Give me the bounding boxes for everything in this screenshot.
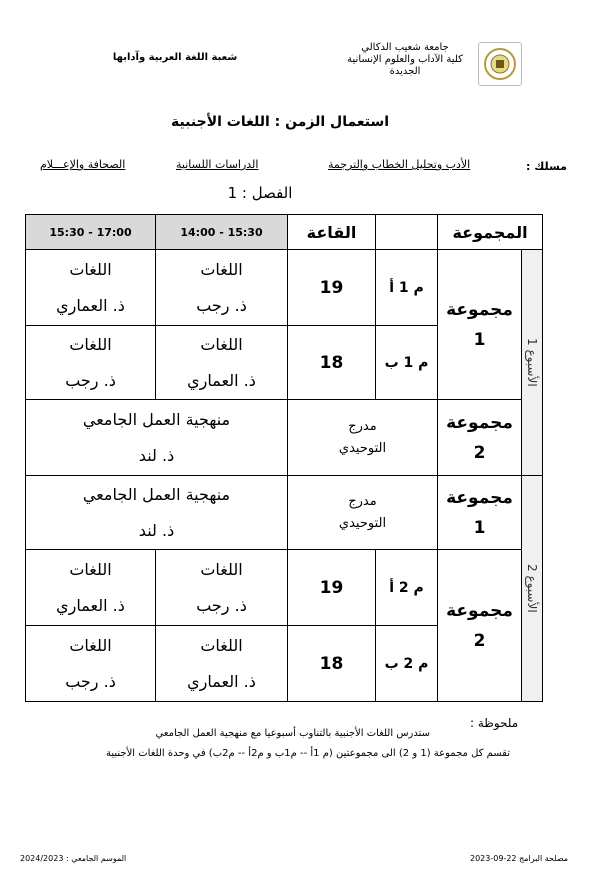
programs-service-date: مصلحة البرامج 22-09-2023 bbox=[470, 854, 569, 863]
university-name: جامعة شعيب الدكالي كلية الآداب والعلوم الإنسانية الجديدة bbox=[347, 42, 463, 77]
track-literature: الأدب وتحليل الخطاب والترجمة bbox=[328, 158, 471, 171]
university-logo bbox=[478, 42, 522, 86]
subgroup-label: م 1 ب bbox=[376, 326, 438, 400]
subgroup-label: م 2 ب bbox=[376, 626, 438, 702]
room-number: 18 bbox=[288, 326, 376, 400]
cell-w2g2a-slot1: اللغات ذ. رجب bbox=[156, 550, 288, 626]
academic-year: الموسم الجامعي : 2024/2023 bbox=[20, 854, 127, 863]
group-label: مجموعة 1 bbox=[438, 476, 522, 550]
week-label: الأسبوع 2 bbox=[522, 476, 543, 702]
header-empty bbox=[376, 215, 438, 250]
cell-w2g2b-slot2: اللغات ذ. رجب bbox=[26, 626, 156, 702]
hall-name: مدرج التوحيدي bbox=[288, 476, 438, 550]
semester-label: الفصل : 1 bbox=[227, 184, 293, 202]
cell-w2g2b-slot1: اللغات ذ. العماري bbox=[156, 626, 288, 702]
room-number: 19 bbox=[288, 250, 376, 326]
cell-w1g1b-slot1: اللغات ذ. العماري bbox=[156, 326, 288, 400]
group-label: مجموعة 1 bbox=[438, 250, 522, 400]
table-row bbox=[26, 400, 543, 476]
department-name: شعبة اللغة العربية وآدابها bbox=[112, 52, 238, 63]
subgroup-label: م 2 أ bbox=[376, 550, 438, 626]
cell-w1g1b-slot2: اللغات ذ. رجب bbox=[26, 326, 156, 400]
room-number: 19 bbox=[288, 550, 376, 626]
table-header-row bbox=[26, 215, 543, 250]
note-line-2: تقسم كل مجموعة (1 و 2) الى مجموعتين (م 1أ -- م1ب و م2أ -- م2ب) في وحدة اللغات الأجنبية bbox=[105, 748, 510, 759]
room-number: 18 bbox=[288, 626, 376, 702]
header-group: المجموعة bbox=[438, 215, 543, 250]
cell-w1g1a-slot2: اللغات ذ. العماري bbox=[26, 250, 156, 326]
page-title: استعمال الزمن : اللغات الأجنبية bbox=[170, 114, 390, 130]
header-slot1: 14:00 - 15:30 bbox=[156, 215, 288, 250]
table-row bbox=[26, 250, 543, 326]
header-room: القاعة bbox=[288, 215, 376, 250]
group-label: مجموعة 2 bbox=[438, 550, 522, 702]
cell-w1g2-course: منهجية العمل الجامعي ذ. لند bbox=[26, 400, 288, 476]
cell-w1g1a-slot1: اللغات ذ. رجب bbox=[156, 250, 288, 326]
table-row bbox=[26, 550, 543, 626]
track-label: مسلك : bbox=[526, 160, 567, 173]
note-label: ملحوظة : bbox=[470, 716, 519, 730]
track-journalism: الصحافة والإعـــلام bbox=[40, 158, 126, 171]
timetable bbox=[25, 214, 543, 702]
header-slot2: 15:30 - 17:00 bbox=[26, 215, 156, 250]
subgroup-label: م 1 أ bbox=[376, 250, 438, 326]
week-label: الأسبوع 1 bbox=[522, 250, 543, 476]
group-label: مجموعة 2 bbox=[438, 400, 522, 476]
table-row bbox=[26, 476, 543, 550]
track-linguistics: الدراسات اللسانية bbox=[176, 158, 259, 171]
note-line-1: ستدرس اللغات الأجنبية بالتناوب أسبوعيا مع منهجية العمل الجامعي bbox=[155, 728, 430, 739]
cell-w2g1-course: منهجية العمل الجامعي ذ. لند bbox=[26, 476, 288, 550]
cell-w2g2a-slot2: اللغات ذ. العماري bbox=[26, 550, 156, 626]
hall-name: مدرج التوحيدي bbox=[288, 400, 438, 476]
